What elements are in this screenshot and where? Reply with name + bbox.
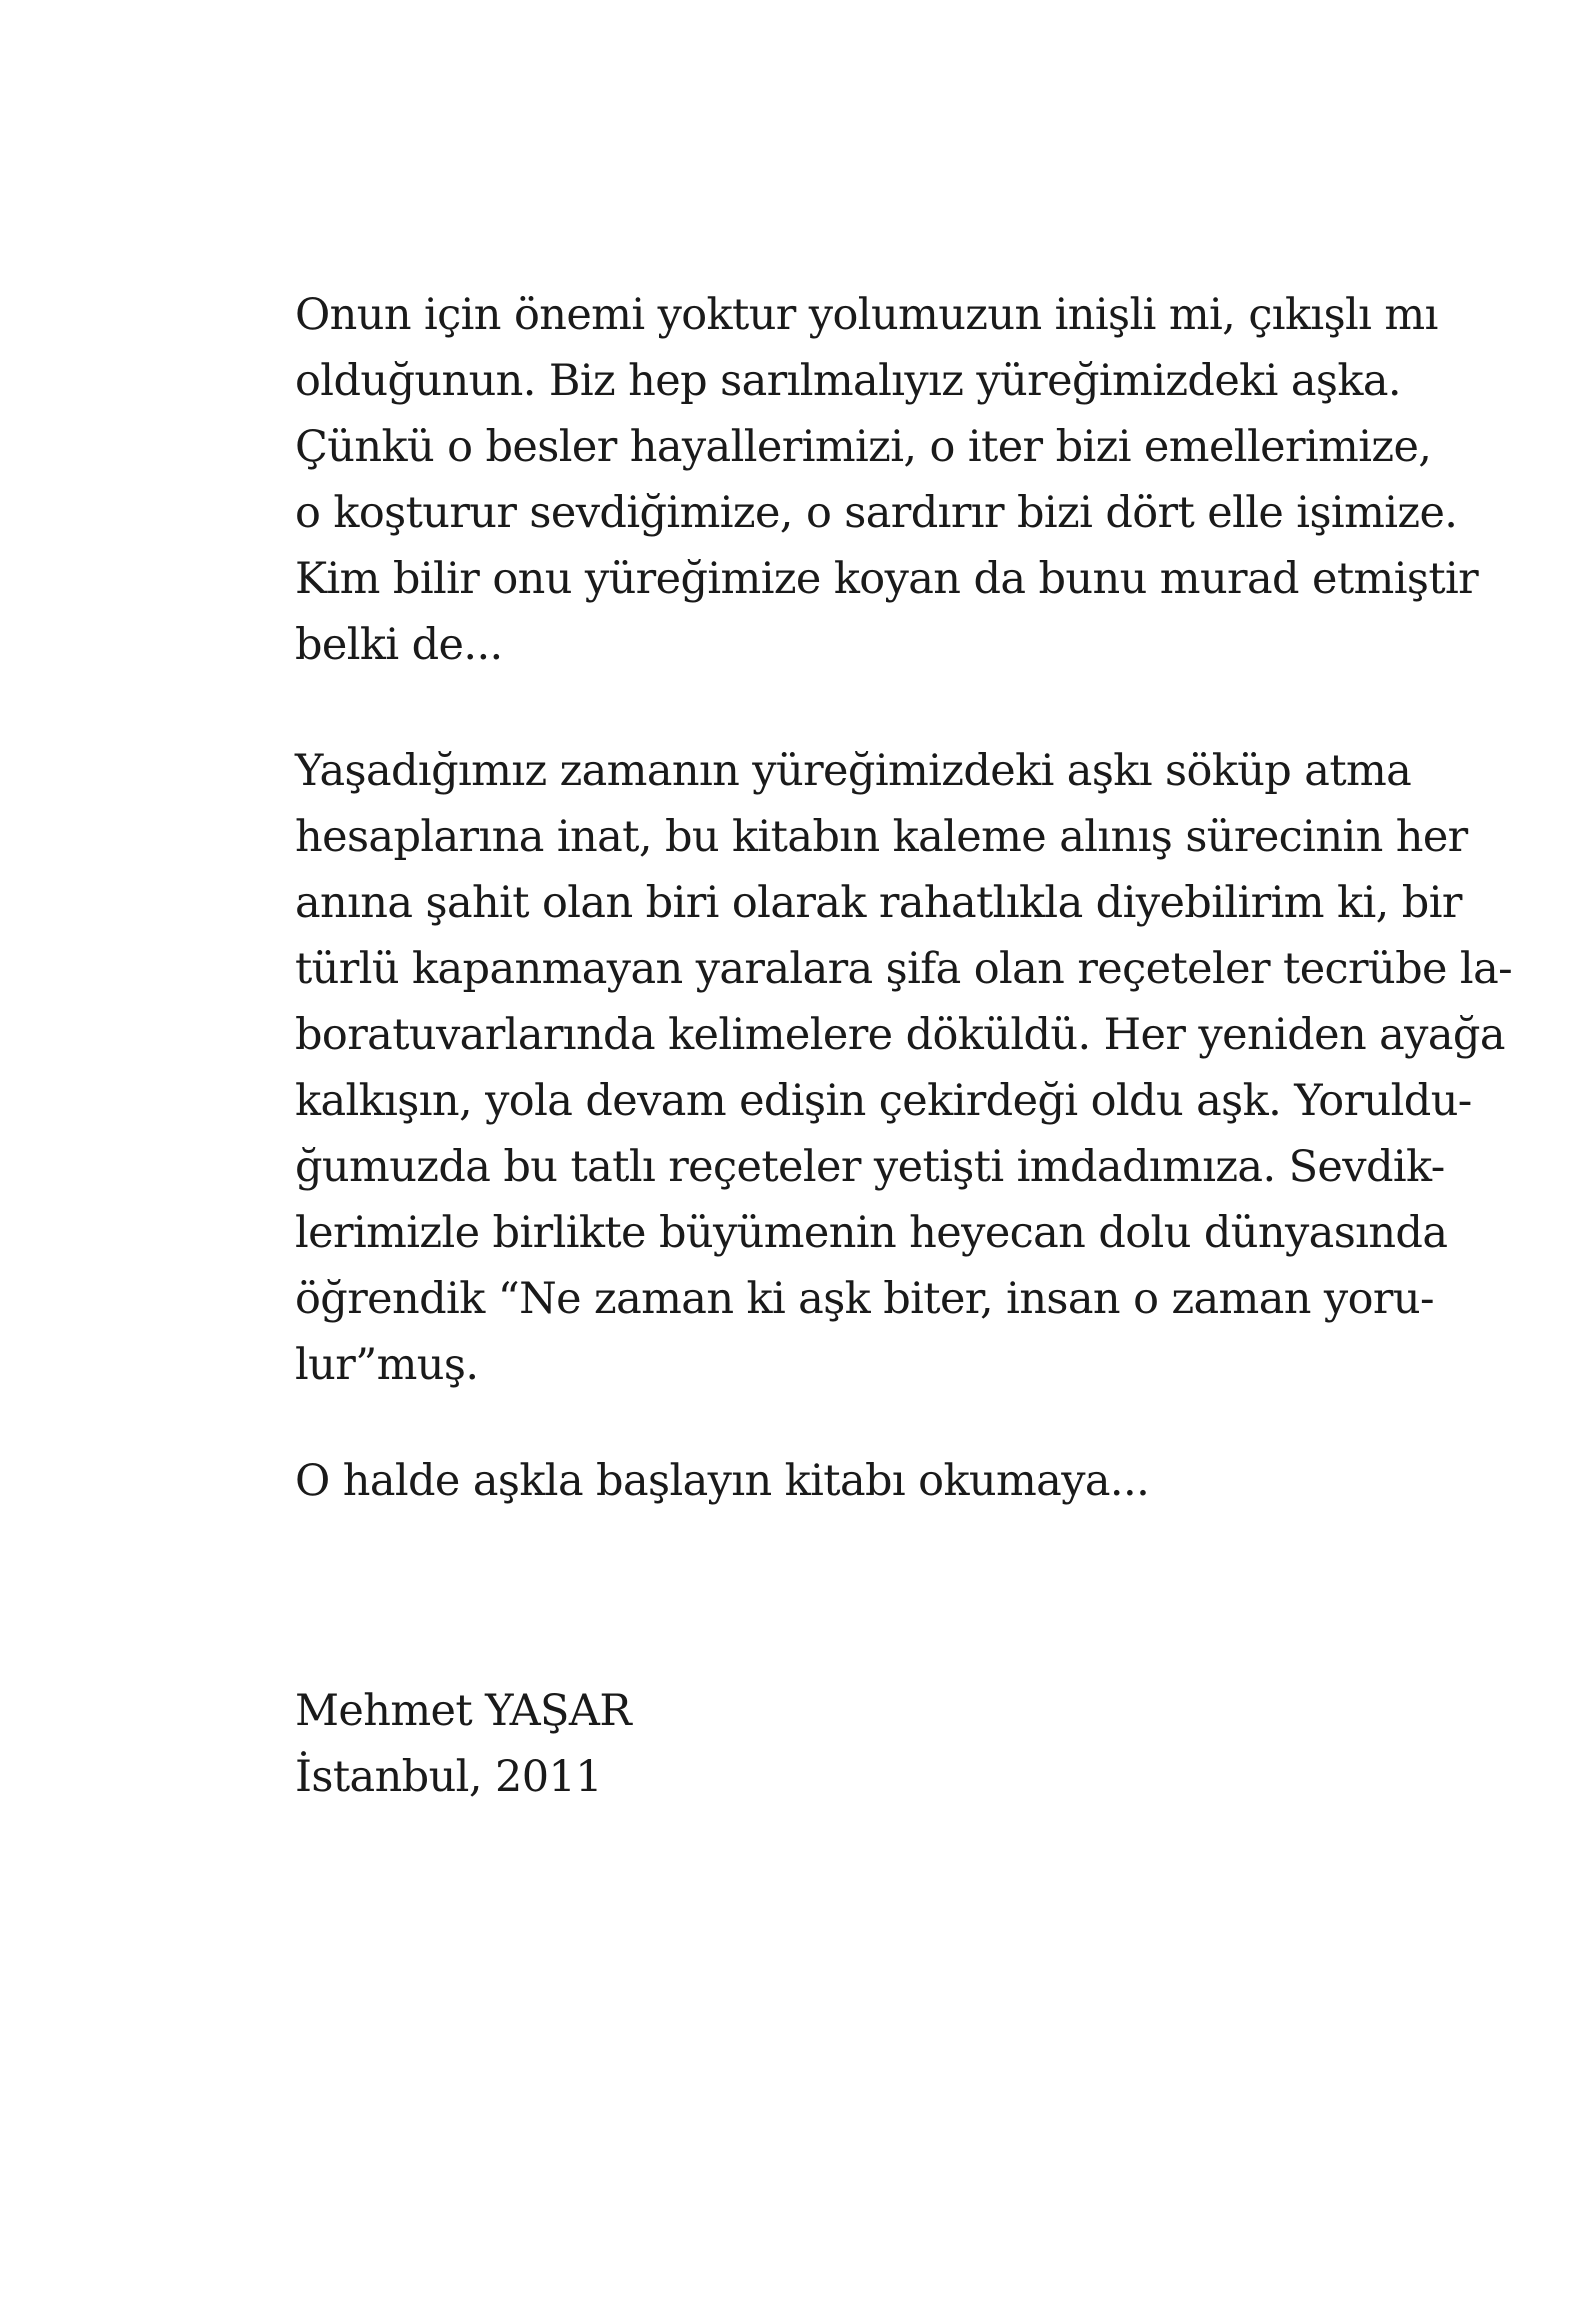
paragraph-line: Onun için önemi yoktur yolumuzun inişli mi, çıkışlı mı [295, 290, 1438, 340]
paragraph-line: belki de... [295, 620, 503, 670]
paragraph-line: Yaşadığımız zamanın yüreğimizdeki aşkı söküp atma [295, 746, 1412, 796]
paragraph-line: hesaplarına inat, bu kitabın kaleme alınış sürecinin her [295, 812, 1468, 862]
paragraph-line: öğrendik “Ne zaman ki aşk biter, insan o zaman yoru- [295, 1274, 1434, 1324]
paragraph-line: türlü kapanmayan yaralara şifa olan reçeteler tecrübe la- [295, 944, 1513, 994]
place-date: İstanbul, 2011 [295, 1752, 603, 1802]
author-name: Mehmet YAŞAR [295, 1686, 632, 1736]
paragraph-line: ğumuzda bu tatlı reçeteler yetişti imdadımıza. Sevdik- [295, 1142, 1445, 1192]
signature-block [295, 1678, 1365, 1810]
paragraph-line: kalkışın, yola devam edişin çekirdeği oldu aşk. Yoruldu- [295, 1076, 1472, 1126]
paragraph-1 [295, 282, 1479, 678]
paragraph-line: lur”muş. [295, 1340, 479, 1390]
paragraph-line: o koşturur sevdiğimize, o sardırır bizi dört elle işimize. [295, 488, 1458, 538]
paragraph-line: anına şahit olan biri olarak rahatlıkla diyebilirim ki, bir [295, 878, 1462, 928]
paragraph-line: boratuvarlarında kelimelere döküldü. Her yeniden ayağa [295, 1010, 1505, 1060]
paragraph-line: Kim bilir onu yüreğimize koyan da bunu murad etmiştir [295, 554, 1479, 604]
paragraph-line: olduğunun. Biz hep sarılmalıyız yüreğimizdeki aşka. [295, 356, 1401, 406]
paragraph-line: Çünkü o besler hayallerimizi, o iter bizi emellerimize, [295, 422, 1432, 472]
paragraph-line: lerimizle birlikte büyümenin heyecan dolu dünyasında [295, 1208, 1448, 1258]
paragraph-line: O halde aşkla başlayın kitabı okumaya... [295, 1456, 1150, 1506]
paragraph-2 [295, 738, 1513, 1398]
paragraph-3 [295, 1448, 1365, 1514]
